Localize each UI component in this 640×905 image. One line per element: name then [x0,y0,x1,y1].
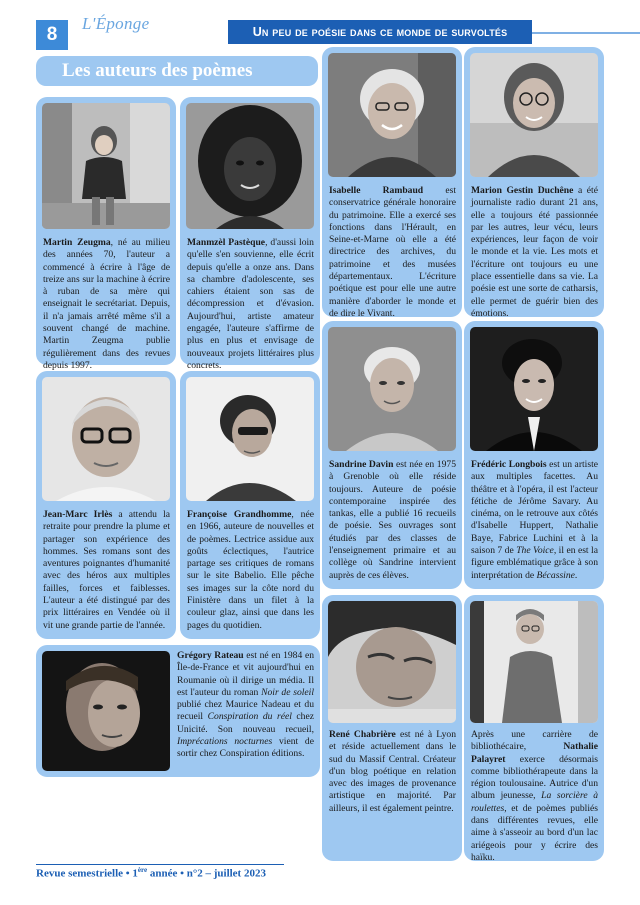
author-name: René Chabrière [329,729,396,740]
footer-issue-info [36,866,266,880]
author-bio-text: est née en 1975 à Grenoble où elle réside toujours. Auteure de poésie contemporaine inspirée des tankas, elle a publié 16 recueils de poésie. Ses ouvrages sont étudiés par des classes de l'enseignement primaire et au collège où Sandrine intervient auprès de ces élèves. [329,459,456,581]
book-title: Imprécations nocturnes [177,736,273,748]
author-bio-text: , né au milieu des années 70, l'auteur a commencé à écrire à l'âge de treize ans sur la machine à écrire à ruban de sa mère qui enseignait le secrétariat. Depuis, il n'a jamais arrêté même s'il a souvent changé de machine. Martin Zeugma publie régulièrement dans des revues depuis 1997. [43,237,170,371]
magazine-logo: L'Éponge [82,14,150,33]
author-photo [328,601,456,723]
author-name: Grégory Rateau [177,650,244,661]
show-title: The Voice [516,545,554,557]
author-name: Martin Zeugma [43,237,111,248]
section-banner: Un peu de poésie dans ce monde de survoltés [228,20,532,44]
author-bio-text: est conservatrice générale honoraire du patrimoine. Elle a exercé ses fonctions dans l'Hérault, en Seine-et-Marne où elle a été directrice des archives, du patrimoine et des musées départementaux. L'écriture poétique est pour elle une autre manière d'aborder le monde et de dire le Vivant. [329,185,456,319]
author-name: Manmzèl Pastèque [187,237,266,248]
author-bio [187,509,314,632]
author-photo [42,377,170,501]
author-bio-text: . [574,569,578,581]
footer-text: Revue semestrielle • 1 [36,867,138,880]
author-name: Marion Gestin Duchêne [471,185,574,196]
page-number: 8 [36,20,68,50]
footer-rule [36,864,284,865]
author-bio [471,459,598,582]
author-bio [471,729,598,864]
author-bio-text: publié chez Maurice Nadeau et du recueil [177,699,314,723]
author-bio-text: exerce désormais comme bibliothérapeute dans la région toulousaine. Autrice d'un album jeunesse, [471,753,598,802]
author-photo [328,327,456,451]
author-bio-text: , d'aussi loin qu'elle s'en souvienne, elle écrit depuis qu'elle a onze ans. Dans sa chambre d'adolescente, ses cahiers étaient son sas de décompression et d'évasion. Aujourd'hui, artiste amateur engagée, l'auteure s'affirme de plus en plus et envisage de nouveaux projets littéraires plus concrets. [187,237,314,371]
author-bio [329,729,456,815]
book-title: La sorcière à roulettes [471,790,598,814]
author-bio-text: , et de poèmes publiés dans différentes revues, elle aime à s'asseoir au bord d'un lac ariégeois pour y écrire des haïku. [471,802,598,863]
author-name: Sandrine Davin [329,459,394,470]
author-bio [43,509,170,632]
book-title: Noir de soleil [261,686,315,698]
author-bio-text: est né à Lyon et réside actuellement dans le sud du Massif Central. Créateur d'un blog poétique en relation avec des images de provenance artistique en majorité. Par ailleurs, il est également peintre. [329,729,456,814]
author-bio [177,650,314,761]
author-bio-text: a attendu la retraite pour prendre la plume et partager son expérience des hommes. Ses romans sont des aventures poignantes d'humanité avec des héros aux multiples failles, forces et faiblesses. L'auteur a été distingué par des prix littéraires en Vendée où il vit une grande partie de l'année. [43,509,170,631]
author-name: Isabelle Rambaud [329,185,424,196]
author-bio-text: , il en est la figure emblématique grâce à son interprétation de [471,545,598,581]
author-bio [329,459,456,582]
author-photo [42,103,170,229]
author-bio-text: chez Unicité. Son nouveau recueil, [177,711,314,735]
author-name: Jean-Marc Irlès [43,509,113,520]
author-bio-text: est un artiste aux multiples facettes. Au théâtre et à l'opéra, il est l'acteur fétiche de Jérôme Savary. Au cinéma, on le retrouve aux côtés d'Isabelle Huppert, Nathalie Baye, Fabrice Luchini et à la saison 7 de [471,459,598,557]
author-name: Frédéric Longbois [471,459,547,470]
role-title: Bécassine [536,569,575,581]
author-bio [187,237,314,372]
banner-rule [532,32,640,34]
author-name: Nathalie Palayret [471,741,598,765]
footer-superscript: ère [137,866,148,874]
author-name: Françoise Grandhomme [187,509,292,520]
author-bio [43,237,170,372]
author-photo [470,327,598,451]
author-bio-text: est né en 1984 en Île-de-France et vit aujourd'hui en Roumanie où il dirige un média. Il est l'auteur du roman [177,650,314,698]
author-photo [186,377,314,501]
author-photo [328,53,456,177]
page-title: Les auteurs des poèmes [36,56,318,86]
author-photo [470,53,598,177]
author-photo [470,601,598,723]
author-photo [42,651,170,771]
author-bio-text: a été journaliste radio durant 21 ans, elle a toujours été passionnée par les autres, leur vécu, leurs expériences, leur façon de voir le monde et la vie. Les mots et l'écriture ont toujours eu une place essentielle dans sa vie. La poésie est une sorte de catharsis, elle permet de guérir bien des émotions. [471,185,598,319]
author-bio-text: Après une carrière de bibliothécaire, [471,729,598,753]
book-title: Conspiration du réel [207,711,292,723]
author-bio [329,185,456,320]
author-bio [471,185,598,320]
author-bio-text: , née en 1966, auteure de nouvelles et de poèmes. Lectrice assidue aux goûts éclectiques, l'autrice partage ses critiques de romans sur le site Babelio. Elle pêche ses images sur la côte nord du Finistère dans un filet à la couleur glaz, ainsi que dans les pages du quotidien. [187,509,314,631]
footer-text: année • n°2 – juillet 2023 [147,867,266,880]
author-bio-text: vient de sortir chez Conspiration éditions. [177,736,314,760]
author-photo [186,103,314,229]
